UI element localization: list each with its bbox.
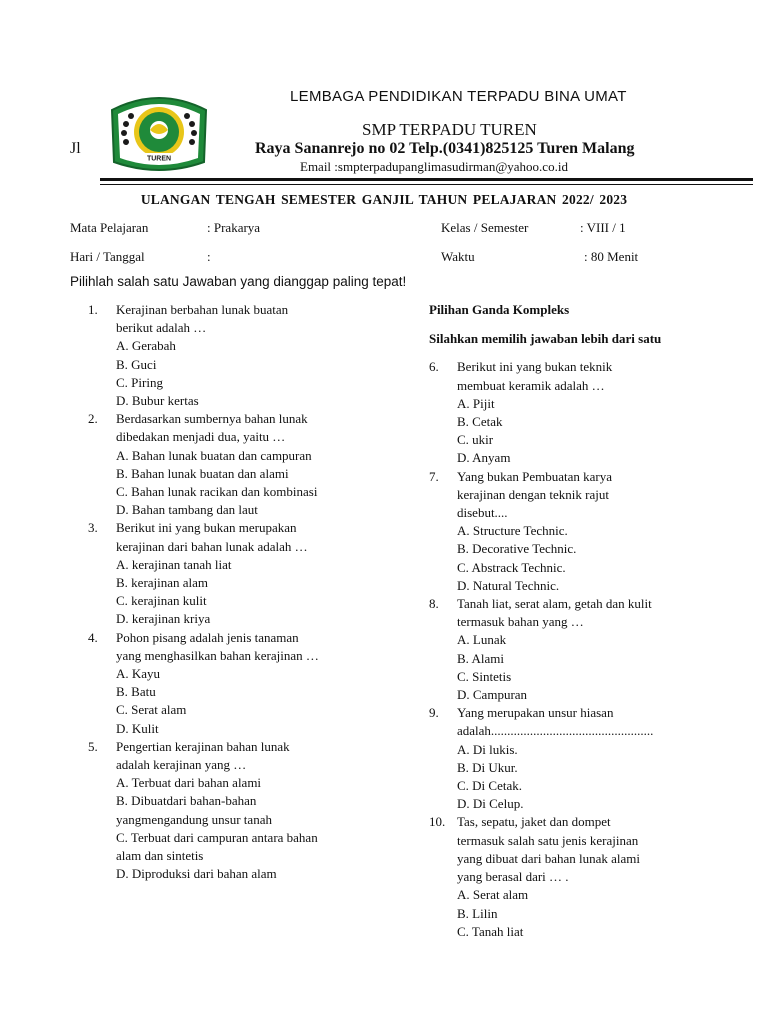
question-text: disebut....: [457, 505, 508, 521]
answer-option: C. Sintetis: [457, 668, 512, 684]
header-side-text: Jl: [70, 140, 81, 157]
question-text: dibedakan menjadi dua, yaitu …: [116, 429, 286, 445]
answer-option: D. kerajinan kriya: [116, 611, 211, 627]
question-1: [88, 301, 388, 410]
answer-option: D. Campuran: [457, 687, 528, 703]
answer-option: A. Kayu: [116, 666, 161, 682]
answer-option: B. Batu: [116, 684, 156, 700]
answer-option: B. Bahan lunak buatan dan alami: [116, 465, 289, 481]
question-text: termasuk salah satu jenis kerajinan: [457, 832, 639, 848]
answer-option: C. Abstrack Technic.: [457, 559, 566, 575]
subject-label: Mata Pelajaran: [70, 220, 149, 235]
answer-option: A. Bahan lunak buatan dan campuran: [116, 447, 312, 463]
answer-option: A. Pijit: [457, 395, 495, 411]
time-label: Waktu: [441, 249, 475, 264]
answer-option: C. Bahan lunak racikan dan kombinasi: [116, 484, 318, 500]
answer-option: A. Di lukis.: [457, 741, 518, 757]
question-number: 4.: [88, 629, 98, 645]
question-number: 5.: [88, 738, 98, 754]
question-text: Pohon pisang adalah jenis tanaman: [116, 629, 299, 645]
question-number: 9.: [429, 705, 439, 721]
exam-title: ULANGAN TENGAH SEMESTER GANJIL TAHUN PELAJARAN 2022/ 2023: [140, 192, 628, 207]
questions-right: [429, 301, 729, 941]
answer-option: D. Anyam: [457, 450, 511, 466]
question-number: 1.: [88, 302, 98, 317]
answer-option: C. ukir: [457, 432, 494, 448]
answer-option: B. Di Ukur.: [457, 759, 518, 775]
answer-option: D. Bahan tambang dan laut: [116, 502, 258, 518]
day-label: Hari / Tanggal: [70, 249, 145, 264]
question-text: Yang merupakan unsur hiasan: [457, 705, 614, 721]
question-text: Tas, sepatu, jaket dan dompet: [457, 814, 611, 830]
answer-option: C. Di Cetak.: [457, 778, 522, 794]
header-rule-thin: [100, 184, 753, 185]
question-6: [429, 358, 729, 467]
question-text: yang dibuat dari bahan lunak alami: [457, 850, 641, 866]
day-value: :: [207, 249, 211, 264]
question-3: [88, 519, 388, 628]
answer-option: C. Serat alam: [116, 702, 187, 718]
answer-option: B. Dibuatdari bahan-bahan: [116, 793, 257, 809]
answer-option: B. Decorative Technic.: [457, 541, 577, 557]
answer-option: D. Di Celup.: [457, 796, 524, 812]
subject-value: : Prakarya: [207, 220, 261, 235]
question-number: 3.: [88, 520, 98, 536]
answer-option: A. Gerabah: [116, 338, 176, 354]
question-number: 10.: [429, 814, 446, 830]
class-label: Kelas / Semester: [441, 220, 529, 235]
question-text: yang menghasilkan bahan kerajinan …: [116, 647, 319, 663]
answer-option: C. Terbuat dari campuran antara bahan: [116, 829, 318, 845]
question-2: [88, 410, 388, 519]
question-number: 2.: [88, 411, 98, 427]
question-number: 6.: [429, 359, 439, 375]
section-title: Pilihan Ganda Kompleks: [429, 302, 570, 317]
answer-option: D. Bubur kertas: [116, 393, 199, 409]
section-subtitle: Silahkan memilih jawaban lebih dari satu: [429, 331, 662, 347]
answer-option: C. Piring: [116, 374, 163, 390]
question-text: Yang bukan Pembuatan karya: [457, 468, 613, 484]
question-text: berikut adalah …: [116, 320, 207, 336]
questions-left: [88, 301, 388, 884]
answer-option: A. Structure Technic.: [457, 523, 568, 539]
school-address: Raya Sananrejo no 02 Telp.(0341)825125 Turen Malang: [255, 140, 635, 157]
question-text: membuat keramik adalah …: [457, 377, 605, 393]
answer-option: B. Alami: [457, 650, 504, 666]
answer-option: D. Diproduksi dari bahan alam: [116, 866, 277, 882]
question-text: kerajinan dari bahan lunak adalah …: [116, 538, 308, 554]
question-4: [88, 629, 388, 738]
logo-text: TUREN: [146, 155, 172, 163]
question-text: Berdasarkan sumbernya bahan lunak: [116, 411, 308, 427]
school-logo: [104, 90, 214, 176]
question-5: [88, 738, 388, 884]
answer-option: A. kerajinan tanah liat: [116, 556, 232, 572]
question-7: [429, 468, 729, 595]
question-10: [429, 813, 729, 940]
school-name: SMP TERPADU TUREN: [362, 120, 537, 139]
answer-option: A. Terbuat dari bahan alami: [116, 775, 262, 791]
question-number: 8.: [429, 596, 439, 612]
answer-option: alam dan sintetis: [116, 848, 204, 864]
answer-option: yangmengandung unsur tanah: [116, 811, 272, 827]
answer-option: B. kerajinan alam: [116, 575, 209, 591]
answer-option: B. Guci: [116, 356, 157, 372]
question-9: [429, 704, 729, 813]
answer-option: C. Tanah liat: [457, 923, 524, 939]
question-text: Kerajinan berbahan lunak buatan: [116, 302, 289, 317]
answer-option: B. Lilin: [457, 905, 498, 921]
answer-option: D. Natural Technic.: [457, 577, 560, 593]
question-text: kerajinan dengan teknik rajut: [457, 486, 609, 502]
question-8: [429, 595, 729, 704]
question-text: yang berasal dari … .: [457, 869, 569, 885]
class-value: : VIII / 1: [580, 220, 626, 235]
answer-option: D. Kulit: [116, 720, 159, 736]
instruction: Pilihlah salah satu Jawaban yang dianggap paling tepat!: [70, 274, 407, 289]
question-text: Berikut ini yang bukan teknik: [457, 359, 613, 375]
answer-option: B. Cetak: [457, 414, 503, 430]
institution-name: LEMBAGA PENDIDIKAN TERPADU BINA UMAT: [290, 88, 627, 105]
time-value: : 80 Menit: [584, 249, 639, 264]
question-text: Pengertian kerajinan bahan lunak: [116, 738, 290, 754]
question-text: termasuk bahan yang …: [457, 614, 584, 630]
question-text: Berikut ini yang bukan merupakan: [116, 520, 297, 536]
question-text: adalah kerajinan yang …: [116, 757, 247, 773]
answer-option: A. Lunak: [457, 632, 507, 648]
answer-option: C. kerajinan kulit: [116, 593, 207, 609]
question-text: adalah..................................................: [457, 723, 654, 739]
school-email: Email :smpterpadupanglimasudirman@yahoo.co.id: [300, 159, 568, 174]
answer-option: A. Serat alam: [457, 887, 529, 903]
question-number: 7.: [429, 468, 439, 484]
question-text: Tanah liat, serat alam, getah dan kulit: [457, 596, 652, 612]
header-rule-thick: [100, 178, 753, 181]
